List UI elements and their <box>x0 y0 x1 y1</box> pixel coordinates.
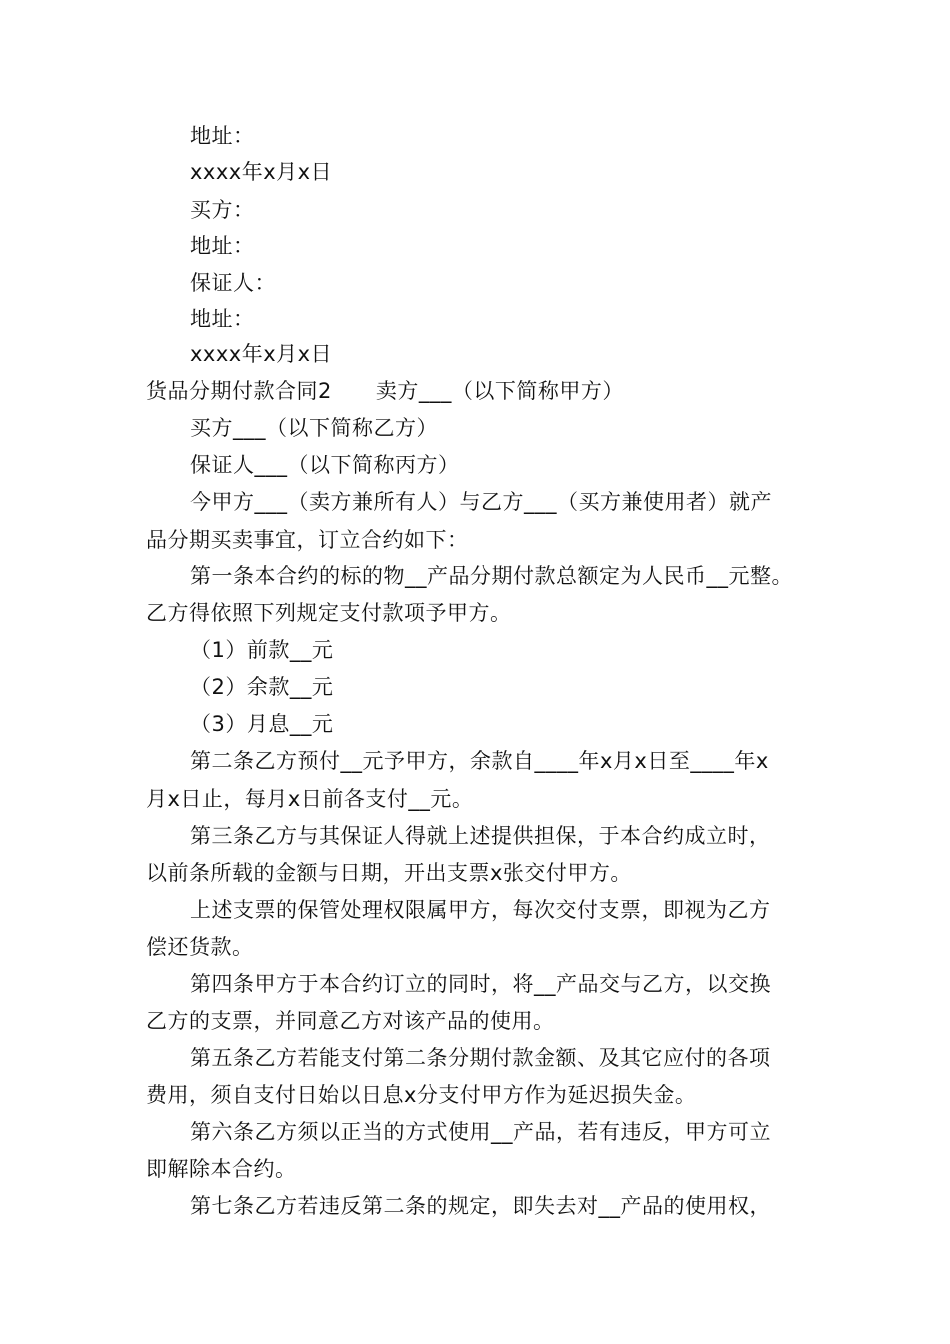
buyer-address-label: 地址： <box>190 234 255 258</box>
article-6-line-2: 即解除本合约。 <box>146 1157 297 1181</box>
article-3-line-1: 第三条乙方与其保证人得就上述提供担保，于本合约成立时， <box>190 824 771 848</box>
contract-title: 货品分期付款合同2 <box>146 379 332 403</box>
guarantor-label: 保证人： <box>190 271 276 295</box>
party-b-line: 买方___（以下简称乙方） <box>190 416 438 440</box>
guarantor-date: xxxx年x月x日 <box>190 342 333 366</box>
article-1-line-1: 第一条本合约的标的物__产品分期付款总额定为人民币__元整。 <box>190 564 793 588</box>
preamble-line-2: 品分期买卖事宜，订立合约如下： <box>146 528 469 552</box>
article-4-line-1: 第四条甲方于本合约订立的同时，将__产品交与乙方，以交换 <box>190 972 771 996</box>
payment-item-1: （1）前款__元 <box>190 638 334 662</box>
article-4-line-2: 乙方的支票，并同意乙方对该产品的使用。 <box>146 1009 555 1033</box>
article-5-line-1: 第五条乙方若能支付第二条分期付款金额、及其它应付的各项 <box>190 1046 771 1070</box>
preamble-line-1: 今甲方___（卖方兼所有人）与乙方___（买方兼使用者）就产 <box>190 490 772 514</box>
seller-date: xxxx年x月x日 <box>190 160 333 184</box>
contract-title-line <box>146 377 624 405</box>
article-7-line-1: 第七条乙方若违反第二条的规定，即失去对__产品的使用权， <box>190 1194 771 1218</box>
buyer-label: 买方： <box>190 198 255 222</box>
payment-item-2: （2）余款__元 <box>190 675 334 699</box>
seller-address-label: 地址： <box>190 124 255 148</box>
guarantor-address-label: 地址： <box>190 307 255 331</box>
party-c-line: 保证人___（以下简称丙方） <box>190 453 460 477</box>
article-5-line-2: 费用，须自支付日始以日息x分支付甲方作为延迟损失金。 <box>146 1083 697 1107</box>
cheque-paragraph-line-2: 偿还货款。 <box>146 935 254 959</box>
article-2-line-2: 月x日止，每月x日前各支付__元。 <box>146 787 474 811</box>
payment-item-3: （3）月息__元 <box>190 712 334 736</box>
cheque-paragraph-line-1: 上述支票的保管处理权限属甲方，每次交付支票，即视为乙方 <box>190 898 771 922</box>
article-6-line-1: 第六条乙方须以正当的方式使用__产品，若有违反，甲方可立 <box>190 1120 771 1144</box>
article-1-line-2: 乙方得依照下列规定支付款项予甲方。 <box>146 601 512 625</box>
article-3-line-2: 以前条所载的金额与日期，开出支票x张交付甲方。 <box>146 861 632 885</box>
article-2-line-1: 第二条乙方预付__元予甲方，余款自____年x月x日至____年x <box>190 749 769 773</box>
party-a-line: 卖方___（以下简称甲方） <box>375 379 624 403</box>
